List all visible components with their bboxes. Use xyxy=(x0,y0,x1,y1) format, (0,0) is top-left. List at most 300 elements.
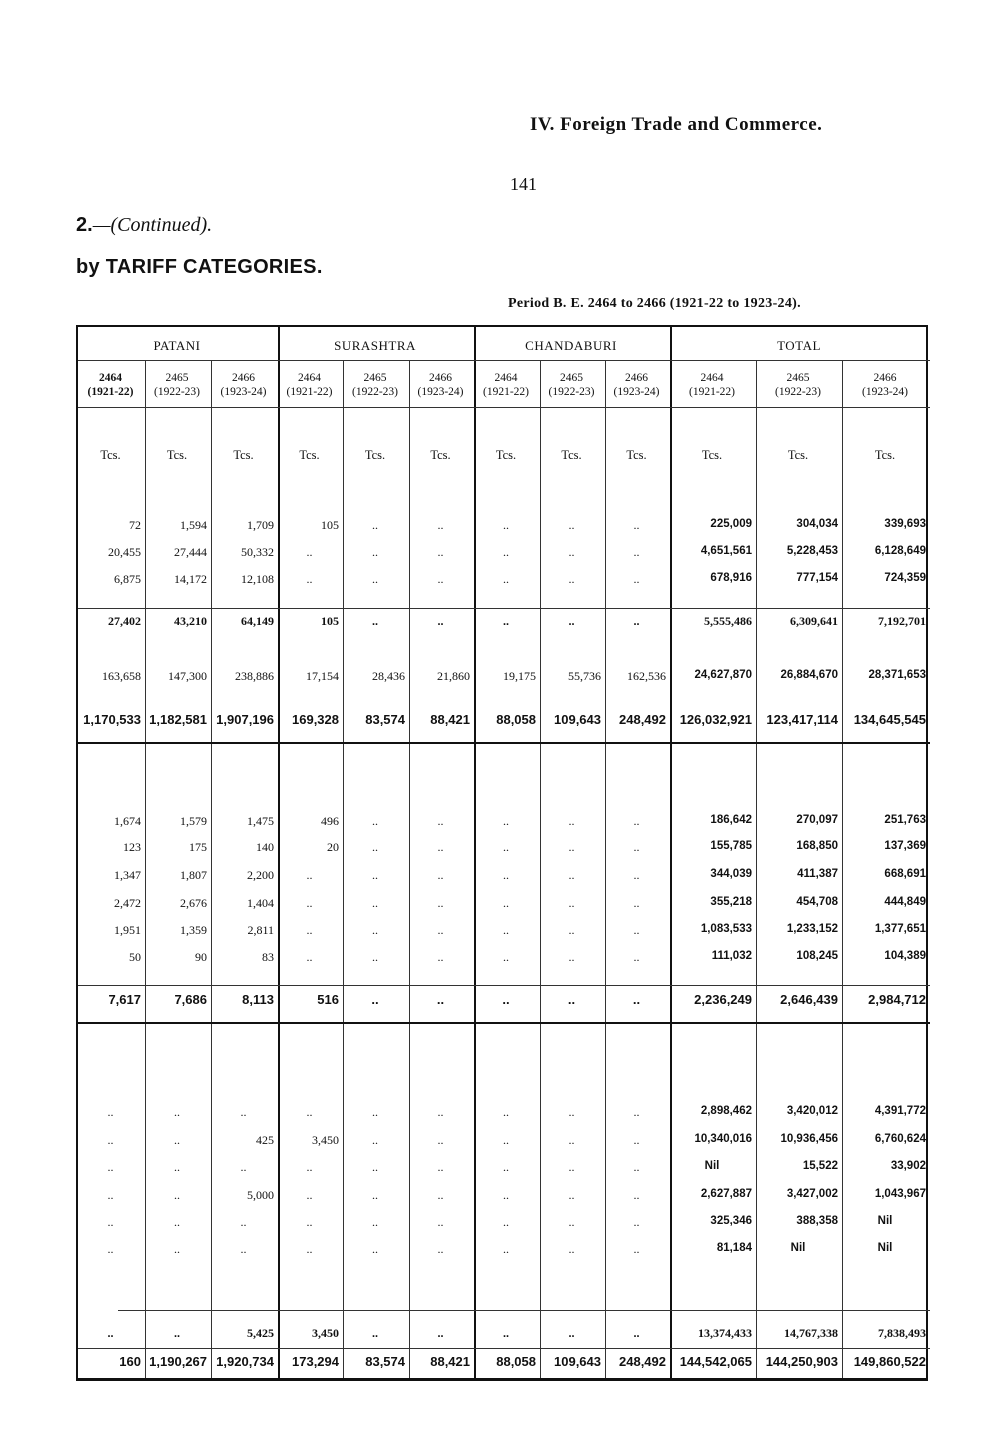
year-header-ce: (1921-22) xyxy=(87,386,134,398)
table-cell: .. xyxy=(174,1242,180,1256)
table-cell: .. xyxy=(437,814,444,828)
row-divider xyxy=(118,1310,930,1311)
table-cell: 3,427,002 xyxy=(786,1188,838,1200)
table-cell: 28,371,653 xyxy=(868,669,926,681)
table-cell: .. xyxy=(437,896,444,910)
table-cell: .. xyxy=(633,1133,640,1147)
year-header-ce: (1922-23) xyxy=(154,386,200,398)
table-cell: 668,691 xyxy=(884,868,926,880)
table-cell: .. xyxy=(503,1215,509,1229)
table-cell: .. xyxy=(437,572,444,586)
table-total-cell: 88,421 xyxy=(430,1354,470,1369)
table-cell: .. xyxy=(437,1188,444,1202)
table-total-cell: .. xyxy=(107,1326,114,1340)
table-total-cell: .. xyxy=(502,992,510,1007)
table-total-cell: 88,058 xyxy=(496,1354,536,1369)
table-cell: .. xyxy=(568,923,575,937)
table-cell: 72 xyxy=(129,518,141,532)
table-cell: .. xyxy=(372,1160,378,1174)
table-cell: .. xyxy=(306,545,313,559)
table-cell: .. xyxy=(174,1133,180,1147)
table-cell: 4,651,561 xyxy=(700,545,752,557)
table-cell: 1,359 xyxy=(180,923,207,937)
year-header-ce: (1923-24) xyxy=(862,386,908,398)
table-total-cell: 83,574 xyxy=(365,1354,405,1369)
table-cell: 1,579 xyxy=(180,814,207,828)
unit-label: Tcs. xyxy=(166,448,188,462)
table-cell: 21,860 xyxy=(437,669,470,683)
table-cell: 26,884,670 xyxy=(780,669,838,681)
table-total-cell: .. xyxy=(568,1326,575,1340)
table-cell: .. xyxy=(372,518,378,532)
table-cell: 2,472 xyxy=(114,896,141,910)
table-cell: 50 xyxy=(129,950,141,964)
table-cell: 2,200 xyxy=(247,868,274,882)
table-cell: .. xyxy=(633,1105,640,1119)
table-cell: .. xyxy=(174,1188,180,1202)
table-cell: 339,693 xyxy=(884,518,926,530)
table-total-cell: 14,767,338 xyxy=(784,1326,838,1340)
table-cell: .. xyxy=(568,1160,575,1174)
table-cell: 225,009 xyxy=(710,518,752,530)
table-cell: 425 xyxy=(256,1133,274,1147)
table-cell: 454,708 xyxy=(796,896,838,908)
table-cell: 1,404 xyxy=(247,896,274,910)
table-total-cell: 105 xyxy=(321,614,339,628)
year-header-ce: (1922-23) xyxy=(352,386,398,398)
table-cell: .. xyxy=(306,950,313,964)
table-cell: 104,389 xyxy=(884,950,926,962)
row-divider xyxy=(78,407,930,408)
table-cell: .. xyxy=(107,1242,114,1256)
table-cell: 1,347 xyxy=(114,868,141,882)
year-header-be: 2465 xyxy=(560,372,583,384)
table-total-cell: 64,149 xyxy=(241,614,274,628)
table-cell: .. xyxy=(503,950,509,964)
unit-label: Tcs. xyxy=(787,448,809,462)
table-cell: .. xyxy=(372,923,378,937)
table-cell: 83 xyxy=(262,950,274,964)
table-cell: .. xyxy=(437,1105,444,1119)
table-cell: .. xyxy=(568,572,575,586)
table-total-cell: .. xyxy=(568,614,575,628)
table-cell: .. xyxy=(633,1188,640,1202)
table-cell: 162,536 xyxy=(627,669,666,683)
table-cell: .. xyxy=(306,1215,313,1229)
table-cell: 155,785 xyxy=(710,840,752,852)
table-cell: 1,674 xyxy=(114,814,141,828)
table-total-cell: 109,643 xyxy=(554,712,601,727)
table-cell: .. xyxy=(633,868,640,882)
table-cell: .. xyxy=(372,1105,378,1119)
table-cell: .. xyxy=(306,572,313,586)
table-total-cell: .. xyxy=(503,1326,509,1340)
table-cell: .. xyxy=(568,1215,575,1229)
table-total-cell: 169,328 xyxy=(292,712,339,727)
table-cell: .. xyxy=(503,814,509,828)
table-cell: .. xyxy=(437,1133,444,1147)
unit-label: Tcs. xyxy=(364,448,386,462)
table-cell: 140 xyxy=(256,840,274,854)
table-cell: 12,108 xyxy=(241,572,274,586)
table-cell: .. xyxy=(437,1242,444,1256)
table-cell: .. xyxy=(633,1242,640,1256)
table-cell: .. xyxy=(633,1160,640,1174)
year-header-ce: (1921-22) xyxy=(483,386,529,398)
table-cell: 28,436 xyxy=(372,669,405,683)
table-cell: 6,875 xyxy=(114,572,141,586)
table-cell: 6,760,624 xyxy=(874,1133,926,1145)
year-header-ce: (1921-22) xyxy=(286,386,333,398)
year-header-be: 2466 xyxy=(873,372,897,384)
table-total-cell: 27,402 xyxy=(108,614,141,628)
table-total-cell: 2,984,712 xyxy=(868,992,926,1007)
table-cell: .. xyxy=(437,545,444,559)
table-cell: .. xyxy=(372,1242,378,1256)
table-cell: 15,522 xyxy=(802,1160,838,1172)
table-cell: .. xyxy=(437,1215,444,1229)
table-cell: 3,450 xyxy=(312,1133,339,1147)
table-cell: .. xyxy=(174,1105,180,1119)
table-total-cell: 88,421 xyxy=(430,712,470,727)
table-cell: 17,154 xyxy=(306,669,339,683)
unit-label: Tcs. xyxy=(430,448,451,462)
table-cell: 147,300 xyxy=(168,669,207,683)
table-cell: .. xyxy=(503,868,509,882)
table-total-cell: 2,646,439 xyxy=(780,992,838,1007)
row-divider xyxy=(78,1348,930,1349)
table-cell: .. xyxy=(372,1215,378,1229)
table-cell: 163,658 xyxy=(102,669,141,683)
table-total-cell: 516 xyxy=(317,992,339,1007)
table-total-cell: .. xyxy=(632,992,641,1007)
table-cell: 55,736 xyxy=(568,669,601,683)
table-total-cell: 7,686 xyxy=(174,992,207,1007)
table-total-cell: 149,860,522 xyxy=(853,1354,926,1369)
year-header-be: 2466 xyxy=(625,372,648,384)
table-cell: .. xyxy=(372,572,378,586)
table-cell: 1,377,651 xyxy=(874,923,926,935)
table-cell: 411,387 xyxy=(797,868,838,880)
year-header-be: 2464 xyxy=(700,372,724,384)
table-cell: .. xyxy=(568,545,575,559)
column-divider xyxy=(145,360,146,1378)
table-cell: .. xyxy=(240,1160,247,1174)
trade-table xyxy=(76,325,928,1381)
column-divider xyxy=(540,360,541,1378)
table-cell: 20 xyxy=(327,840,339,854)
table-cell: 3,420,012 xyxy=(786,1105,838,1117)
year-header-ce: (1923-24) xyxy=(613,386,660,398)
table-total-cell: .. xyxy=(436,992,445,1007)
table-cell: .. xyxy=(633,814,640,828)
table-total-cell: 5,555,486 xyxy=(704,614,752,628)
table-total-cell: 1,190,267 xyxy=(149,1354,207,1369)
table-cell: .. xyxy=(306,1242,313,1256)
table-cell: .. xyxy=(437,1160,444,1174)
table-cell: .. xyxy=(306,868,313,882)
table-total-cell: 83,574 xyxy=(365,712,405,727)
table-cell: .. xyxy=(306,1105,313,1119)
table-cell: .. xyxy=(633,572,640,586)
table-number: 2. xyxy=(76,214,93,236)
table-total-cell: 3,450 xyxy=(312,1326,339,1340)
year-header-ce: (1922-23) xyxy=(775,386,821,398)
table-cell: .. xyxy=(372,545,378,559)
table-total-cell: .. xyxy=(174,1326,180,1340)
table-cell: 2,676 xyxy=(180,896,207,910)
table-cell: 1,475 xyxy=(247,814,274,828)
table-total-cell: 6,309,641 xyxy=(790,614,838,628)
table-cell: 14,172 xyxy=(174,572,207,586)
row-divider xyxy=(78,360,930,361)
table-cell: .. xyxy=(633,840,640,854)
table-total-cell: .. xyxy=(633,614,640,628)
table-cell: .. xyxy=(107,1215,114,1229)
table-cell: 123 xyxy=(123,840,141,854)
table-cell: .. xyxy=(503,1242,509,1256)
table-cell: .. xyxy=(437,868,444,882)
table-cell: .. xyxy=(568,896,575,910)
table-cell: .. xyxy=(107,1105,114,1119)
table-cell: 724,359 xyxy=(884,572,926,584)
table-cell: 1,233,152 xyxy=(786,923,838,935)
column-divider xyxy=(343,360,344,1378)
table-cell: .. xyxy=(372,896,378,910)
table-cell: .. xyxy=(633,518,640,532)
table-cell: .. xyxy=(503,518,509,532)
table-total-cell: 1,907,196 xyxy=(216,712,274,727)
year-header-be: 2464 xyxy=(494,372,518,384)
table-total-cell: .. xyxy=(437,614,444,628)
table-cell: .. xyxy=(568,1133,575,1147)
unit-label: Tcs. xyxy=(701,448,723,462)
table-cell: Nil xyxy=(704,1160,720,1172)
table-cell: .. xyxy=(503,572,509,586)
table-cell: 20,455 xyxy=(108,545,141,559)
period-label: Period B. E. 2464 to 2466 (1921-22 to 1923-24). xyxy=(508,296,801,311)
table-cell: .. xyxy=(503,1160,509,1174)
table-cell: 90 xyxy=(195,950,207,964)
table-total-cell: .. xyxy=(372,1326,378,1340)
table-total-cell: 5,425 xyxy=(247,1326,274,1340)
table-cell: 325,346 xyxy=(710,1215,752,1227)
table-cell: 19,175 xyxy=(503,669,536,683)
table-total-cell: 8,113 xyxy=(242,992,274,1007)
table-total-cell: 173,294 xyxy=(292,1354,339,1369)
table-cell: .. xyxy=(503,1133,509,1147)
unit-label: Tcs. xyxy=(233,448,254,462)
continued-text: —(Continued). xyxy=(92,214,213,236)
year-header-ce: (1923-24) xyxy=(220,386,267,398)
table-cell: .. xyxy=(633,545,640,559)
table-cell: .. xyxy=(174,1215,180,1229)
table-total-cell: 43,210 xyxy=(174,614,207,628)
row-divider xyxy=(78,742,930,744)
table-total-cell: 160 xyxy=(119,1354,141,1369)
group-header-total: TOTAL xyxy=(777,338,821,353)
table-cell: 1,083,533 xyxy=(700,923,752,935)
table-total-cell: 1,182,581 xyxy=(149,712,207,727)
table-total-cell: .. xyxy=(567,992,576,1007)
table-cell: .. xyxy=(503,1188,509,1202)
table-total-cell: 109,643 xyxy=(554,1354,601,1369)
table-cell: 344,039 xyxy=(710,868,752,880)
table-cell: .. xyxy=(372,814,378,828)
table-cell: 4,391,772 xyxy=(874,1105,926,1117)
table-cell: 111,032 xyxy=(711,950,752,962)
column-divider xyxy=(211,360,212,1378)
table-cell: 1,951 xyxy=(114,923,141,937)
table-cell: 81,184 xyxy=(716,1242,752,1254)
table-total-cell: 1,920,734 xyxy=(216,1354,274,1369)
table-cell: .. xyxy=(306,1160,313,1174)
table-cell: 496 xyxy=(321,814,339,828)
table-cell: 238,886 xyxy=(235,669,274,683)
table-cell: .. xyxy=(306,923,313,937)
table-cell: .. xyxy=(503,1105,509,1119)
table-cell: 5,228,453 xyxy=(786,545,838,557)
column-divider xyxy=(842,360,843,1378)
table-total-cell: 7,192,701 xyxy=(878,614,926,628)
table-total-cell: .. xyxy=(371,992,379,1007)
table-cell: 186,642 xyxy=(710,814,752,826)
table-cell: 2,627,887 xyxy=(700,1188,752,1200)
table-cell: .. xyxy=(633,950,640,964)
table-cell: 1,043,967 xyxy=(874,1188,926,1200)
table-total-cell: 7,617 xyxy=(108,992,141,1007)
table-cell: .. xyxy=(372,868,378,882)
table-cell: 5,000 xyxy=(247,1188,274,1202)
table-total-cell: 1,170,533 xyxy=(83,712,141,727)
table-cell: 388,358 xyxy=(796,1215,838,1227)
table-cell: 304,034 xyxy=(796,518,838,530)
table-total-cell: 134,645,545 xyxy=(853,712,926,727)
table-cell: .. xyxy=(306,1188,313,1202)
table-cell: .. xyxy=(568,1188,575,1202)
table-cell: .. xyxy=(437,518,444,532)
page-header-title: IV. Foreign Trade and Commerce. xyxy=(530,114,823,135)
table-cell: .. xyxy=(107,1160,114,1174)
table-cell: 50,332 xyxy=(241,545,274,559)
table-cell: 2,811 xyxy=(247,923,274,937)
table-cell: .. xyxy=(372,1133,378,1147)
table-cell: 108,245 xyxy=(796,950,838,962)
table-cell: .. xyxy=(503,896,509,910)
table-total-cell: .. xyxy=(372,614,378,628)
table-cell: 10,936,456 xyxy=(780,1133,838,1145)
table-cell: .. xyxy=(372,1188,378,1202)
table-cell: .. xyxy=(240,1242,247,1256)
table-cell: 105 xyxy=(321,518,339,532)
table-cell: 175 xyxy=(189,840,207,854)
year-header-ce: (1923-24) xyxy=(417,386,464,398)
year-header-be: 2466 xyxy=(429,372,452,384)
table-cell: .. xyxy=(568,518,575,532)
table-cell: 6,128,649 xyxy=(874,545,926,557)
table-cell: .. xyxy=(503,840,509,854)
row-divider xyxy=(78,1022,930,1024)
table-total-cell: 88,058 xyxy=(496,712,536,727)
table-cell: .. xyxy=(437,923,444,937)
table-cell: .. xyxy=(372,840,378,854)
unit-label: Tcs. xyxy=(299,448,320,462)
table-total-cell: .. xyxy=(437,1326,444,1340)
year-header-be: 2465 xyxy=(165,372,189,384)
table-cell: .. xyxy=(174,1160,180,1174)
table-cell: .. xyxy=(372,950,378,964)
table-total-cell: .. xyxy=(633,1326,640,1340)
table-total-cell: 126,032,921 xyxy=(679,712,752,727)
table-cell: .. xyxy=(568,1105,575,1119)
year-header-be: 2464 xyxy=(99,372,122,384)
unit-label: Tcs. xyxy=(495,448,517,462)
table-cell: Nil xyxy=(877,1242,893,1254)
table-cell: .. xyxy=(568,1242,575,1256)
table-cell: .. xyxy=(568,814,575,828)
table-cell: .. xyxy=(107,1188,114,1202)
table-total-cell: 7,838,493 xyxy=(878,1326,926,1340)
table-cell: .. xyxy=(633,1215,640,1229)
year-header-be: 2465 xyxy=(363,372,387,384)
table-cell: 355,218 xyxy=(710,896,752,908)
table-cell: 251,763 xyxy=(884,814,926,826)
table-cell: 1,709 xyxy=(247,518,274,532)
table-total-cell: 123,417,114 xyxy=(766,712,838,727)
table-cell: .. xyxy=(306,896,313,910)
table-cell: .. xyxy=(240,1105,247,1119)
table-cell: .. xyxy=(107,1133,114,1147)
group-header-patani: PATANI xyxy=(153,338,201,353)
table-cell: .. xyxy=(437,950,444,964)
table-cell: 1,594 xyxy=(180,518,207,532)
table-cell: 678,916 xyxy=(710,572,752,584)
table-cell: 270,097 xyxy=(796,814,838,826)
unit-label: Tcs. xyxy=(626,448,647,462)
column-divider xyxy=(409,360,410,1378)
table-cell: 10,340,016 xyxy=(694,1133,752,1145)
unit-label: Tcs. xyxy=(561,448,582,462)
table-cell: 444,849 xyxy=(884,896,926,908)
page-number: 141 xyxy=(510,174,537,194)
unit-label: Tcs. xyxy=(874,448,896,462)
year-header-be: 2465 xyxy=(786,372,810,384)
table-subtitle: by TARIFF CATEGORIES. xyxy=(76,256,323,278)
table-cell: .. xyxy=(503,545,509,559)
table-cell: 1,807 xyxy=(180,868,207,882)
table-cell: 2,898,462 xyxy=(700,1105,752,1117)
table-total-cell: 13,374,433 xyxy=(698,1326,752,1340)
unit-label: Tcs. xyxy=(100,448,121,462)
table-cell: 27,444 xyxy=(174,545,207,559)
year-header-ce: (1921-22) xyxy=(689,386,735,398)
year-header-be: 2466 xyxy=(232,372,255,384)
group-header-chandaburi: CHANDABURI xyxy=(525,338,617,353)
row-divider xyxy=(78,608,930,609)
column-divider xyxy=(605,360,606,1378)
table-total-cell: 144,250,903 xyxy=(765,1354,838,1369)
table-total-cell: 248,492 xyxy=(619,1354,666,1369)
table-cell: .. xyxy=(633,923,640,937)
table-continued-label xyxy=(76,214,212,237)
table-cell: .. xyxy=(437,840,444,854)
table-cell: 777,154 xyxy=(796,572,838,584)
table-cell: 33,902 xyxy=(890,1160,926,1172)
table-cell: .. xyxy=(568,868,575,882)
table-total-cell: 2,236,249 xyxy=(694,992,752,1007)
table-cell: .. xyxy=(568,950,575,964)
year-header-be: 2464 xyxy=(298,372,321,384)
